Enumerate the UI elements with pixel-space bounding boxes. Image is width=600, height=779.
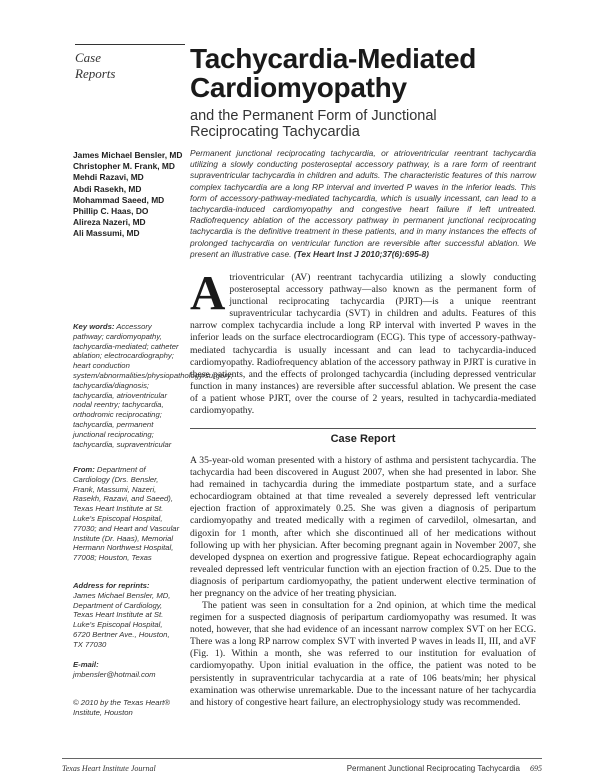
abstract-citation: (Tex Heart Inst J 2010;37(6):695-8) (293, 248, 429, 259)
author-name: Mehdi Razavi, MD (73, 172, 144, 183)
author-name: Alireza Nazeri, MD (73, 217, 146, 228)
affiliation-label: From: (73, 465, 95, 474)
article-title (190, 44, 550, 102)
section-label (75, 50, 175, 82)
footer-right (330, 764, 542, 773)
reprints-block (73, 581, 181, 650)
page-number: 695 (530, 764, 542, 773)
keywords-text: Accessory pathway; cardiomyopathy, tachycardia-mediated; catheter ablation; electrocardiography; heart conduction system/abnormalities/physiopathology/surgery; tachycardia/diagnosis; tachycardia, atrioventricular nodal reentry; tachycardia, orthodromic reciprocating; tachycardia, permanent junctional reciprocating; tachycardia, supraventricular (73, 322, 233, 449)
case-report-paragraph-1: A 35-year-old woman presented with a history of asthma and persistent tachycardia. The tachycardia had been discovered in August 2007, when she had presented in labor. She had remained in tachycardia during the immediate postpartum state, and a surface echocardiogram obtained at that time revealed a severely depressed left ventricular ejection fraction of approximately 0.25. She was given a diagnosis of peripartum cardiomyopathy and treated medically with a regimen of carvedilol, olmesartan, and digoxin for 1 month, after which she discontinued all of her medications without following up with her physician. After becoming pregnant again in November 2007, she developed dyspnea on exertion and progressive fatigue. Repeat echocardiography again revealed depressed left ventricular function with an ejection fraction of 0.25. Due to the diagnosis of peripartum cardiomyopathy, the patient underwent elective termination of her pregnancy on the advice of her treating physician. (190, 455, 536, 600)
author-name: Mohammad Saeed, MD (73, 194, 165, 205)
author-name: Ali Massumi, MD (73, 228, 140, 239)
email-link[interactable]: jmbensler@hotmail.com (73, 669, 156, 679)
keywords-block (73, 322, 233, 449)
section-label-line-2: Reports (75, 66, 116, 81)
copyright-notice: © 2010 by the Texas Heart® Institute, Houston (73, 698, 170, 717)
case-report-heading: Case Report (330, 433, 396, 445)
keywords-label: Key words: (73, 322, 115, 331)
top-rule (75, 44, 185, 45)
affiliation-block (73, 465, 181, 563)
footer-rule (62, 758, 542, 759)
footer-running-title: Permanent Junctional Reciprocating Tachycardia (346, 764, 520, 773)
abstract (190, 148, 536, 260)
author-name: Phillip C. Haas, DO (73, 206, 149, 217)
email-block (73, 660, 181, 680)
title-line-2: Cardiomyopathy (190, 72, 407, 103)
footer-journal: Texas Heart Institute Journal (62, 764, 156, 773)
subtitle-line-1: and the Permanent Form of Junctional (190, 108, 437, 124)
title-line-1: Tachycardia-Mediated (190, 43, 477, 74)
drop-cap: A (190, 265, 226, 320)
section-label-line-1: Case (75, 50, 101, 65)
affiliation-text: Department of Cardiology (Drs. Bensler, Frank, Massumi, Nazeri, Rasekh, Razavi, and Saeed), Texas Heart Institute at St. Luke's Episcopal Hospital, 77030; and Heart and Vascular Institute (Dr. Haas), Memorial Hermann Northwest Hospital, 77008; Houston, Texas (73, 465, 180, 563)
reprints-text: James Michael Bensler, MD, Department of Cardiology, Texas Heart Institute at St. Luke's Episcopal Hospital, 6720 Bertner Ave., Houston, TX 77030 (73, 590, 171, 649)
intro-paragraph (190, 265, 536, 417)
intro-text: trioventricular (AV) reentrant tachycardia utilizing a slowly conducting posteroseptal accessory pathway—also known as the permanent form of junctional reciprocating tachycardia (PJRT)—is a unique reentrant supraventricular tachycardia (SVT) in children and adults. Features of this narrow complex tachycardia include a long RP interval with inverted P waves in the inferior leads on the surface electrocardiogram (ECG). This type of accessory-pathway-mediated tachycardia is usually incessant and can lead to tachycardia-induced cardiomyopathy. Radiofrequency ablation of the accessory pathway in PJRT is curative in these patients, and the effects of prolonged tachycardia (including depressed ventricular function in many instances) are reversible after successful ablation. We present the case of a patient whose PJRT, over the course of 2 years, resulted in tachycardia-mediated cardiomyopathy. (190, 272, 536, 417)
case-report-paragraph-2: The patient was seen in consultation for a 2nd opinion, at which time the medical regimen for a suspected diagnosis of peripartum cardiomyopathy was resumed. It was noted, however, that she had evidence of an incessant narrow complex SVT on her ECG. There was a long RP narrow complex SVT with inverted P waves in leads II, III, and aVF (Fig. 1). Within a month, she was referred to our institution for evaluation of cardiomyopathy. Upon initial evaluation in the office, the patient was noted to be persistently in supraventricular tachycardia at a rate of 106 beats/min; her physical examination was otherwise unremarkable. Due to the incessant nature of her tachycardia and history of congestive heart failure, an electrophysiology study was recommended. (190, 600, 536, 708)
author-name: James Michael Bensler, MD (73, 150, 183, 160)
author-list (73, 150, 183, 240)
article-subtitle (190, 108, 550, 140)
reprints-label: Address for reprints: (73, 581, 150, 590)
email-label: E-mail: (73, 660, 99, 669)
author-name: Abdi Rasekh, MD (73, 183, 142, 194)
abstract-text: Permanent junctional reciprocating tachycardia, or atrioventricular reentrant tachycardia utilizing a slowly conducting posteroseptal accessory pathway, is a rare form of reentrant supraventricular tachycardia in children and adults. The characteristic features of this narrow complex tachycardia are a long RP interval and inverted P waves in the inferior leads. This form of accessory-pathway-mediated tachycardia, which is usually incessant, can lead to a tachycardia-induced cardiomyopathy and congestive heart failure if left untreated. Radiofrequency ablation of the accessory pathway in permanent junctional reciprocating tachycardia is the definitive treatment in these patients, and in many instances the effects of prolonged tachycardia on ventricular function are reversible after successful ablation. We present an illustrative case. (190, 148, 536, 259)
subtitle-line-2: Reciprocating Tachycardia (190, 124, 360, 140)
author-name: Christopher M. Frank, MD (73, 161, 175, 172)
section-divider (190, 428, 536, 429)
